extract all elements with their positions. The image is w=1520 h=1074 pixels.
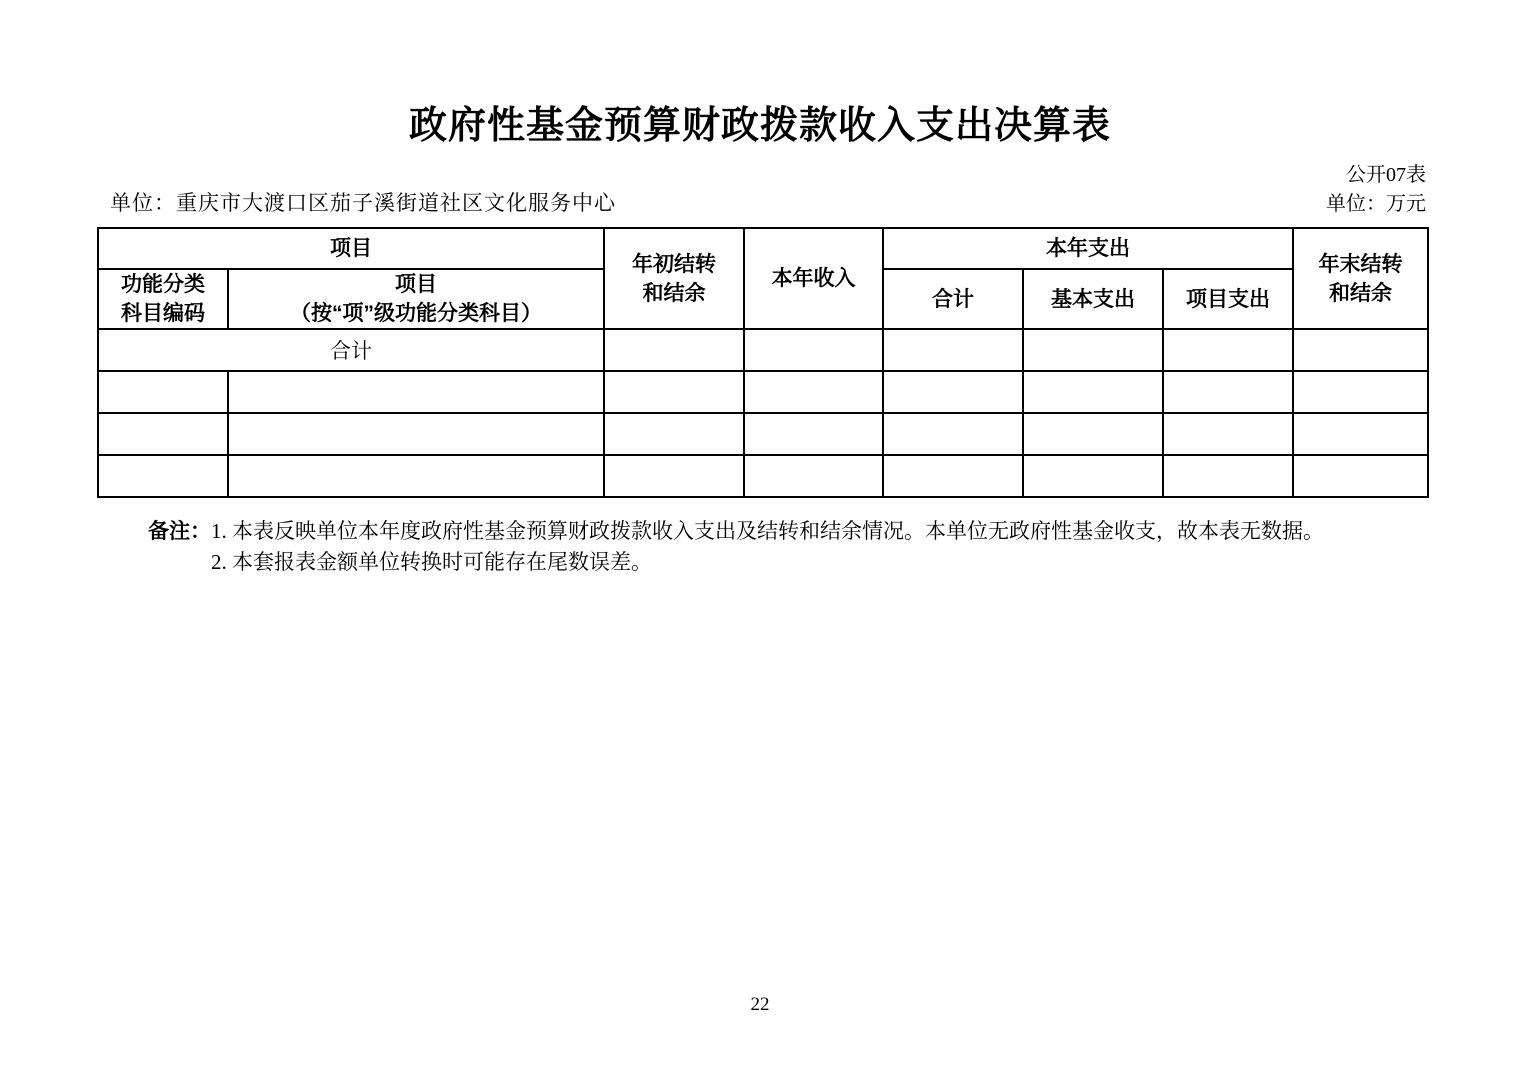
header-row-top [98,228,1428,269]
empty-cell [744,329,883,371]
empty-cell [98,371,228,413]
table-code: 公开07表 [1346,164,1426,186]
note-item-2: 2. 本套报表金额单位转换时可能存在尾数误差。 [211,550,652,574]
notes-label: 备注： [148,519,211,543]
empty-cell [1023,329,1163,371]
empty-cell [883,371,1023,413]
header-project-expend: 项目支出 [1163,269,1293,329]
page-number: 22 [750,994,770,1015]
empty-cell [883,455,1023,497]
header-item-detail: 项目 （按“项”级功能分类科目） [228,269,604,329]
empty-cell [1163,413,1293,455]
empty-cell [1163,329,1293,371]
empty-cell [604,329,744,371]
header-end-balance: 年末结转 和结余 [1293,228,1428,329]
empty-cell [1293,371,1428,413]
empty-cell [744,371,883,413]
empty-cell [228,371,604,413]
meta-right [1326,161,1426,219]
notes-block [148,516,1324,578]
empty-cell [1293,413,1428,455]
empty-cell [1023,455,1163,497]
empty-cell [604,455,744,497]
empty-cell [604,413,744,455]
table-row-total [98,329,1428,371]
empty-cell [1163,455,1293,497]
empty-cell [98,455,228,497]
total-row-label: 合计 [98,329,604,371]
empty-cell [1023,413,1163,455]
header-basic-expend: 基本支出 [1023,269,1163,329]
empty-cell [744,455,883,497]
fiscal-table [97,227,1429,498]
header-func-code: 功能分类 科目编码 [98,269,228,329]
empty-cell [744,413,883,455]
header-item-group: 项目 [98,228,604,269]
empty-cell [1293,329,1428,371]
empty-cell [98,413,228,455]
org-unit-line: 单位：重庆市大渡口区茄子溪街道社区文化服务中心 [110,191,616,215]
header-expend-group: 本年支出 [883,228,1293,269]
empty-cell [1293,455,1428,497]
page-title: 政府性基金预算财政拨款收入支出决算表 [408,105,1111,147]
notes-body [211,516,1324,578]
header-begin-balance: 年初结转 和结余 [604,228,744,329]
table-row-empty [98,371,1428,413]
empty-cell [1163,371,1293,413]
empty-cell [883,413,1023,455]
unit-of-measure: 单位：万元 [1326,193,1426,215]
table-row-empty [98,413,1428,455]
empty-cell [883,329,1023,371]
table-row-empty [98,455,1428,497]
empty-cell [228,455,604,497]
empty-cell [604,371,744,413]
header-expend-total: 合计 [883,269,1023,329]
header-year-income: 本年收入 [744,228,883,329]
empty-cell [1023,371,1163,413]
note-item-1: 1. 本表反映单位本年度政府性基金预算财政拨款收入支出及结转和结余情况。本单位无政府性基金收支，故本表无数据。 [211,519,1324,543]
empty-cell [228,413,604,455]
